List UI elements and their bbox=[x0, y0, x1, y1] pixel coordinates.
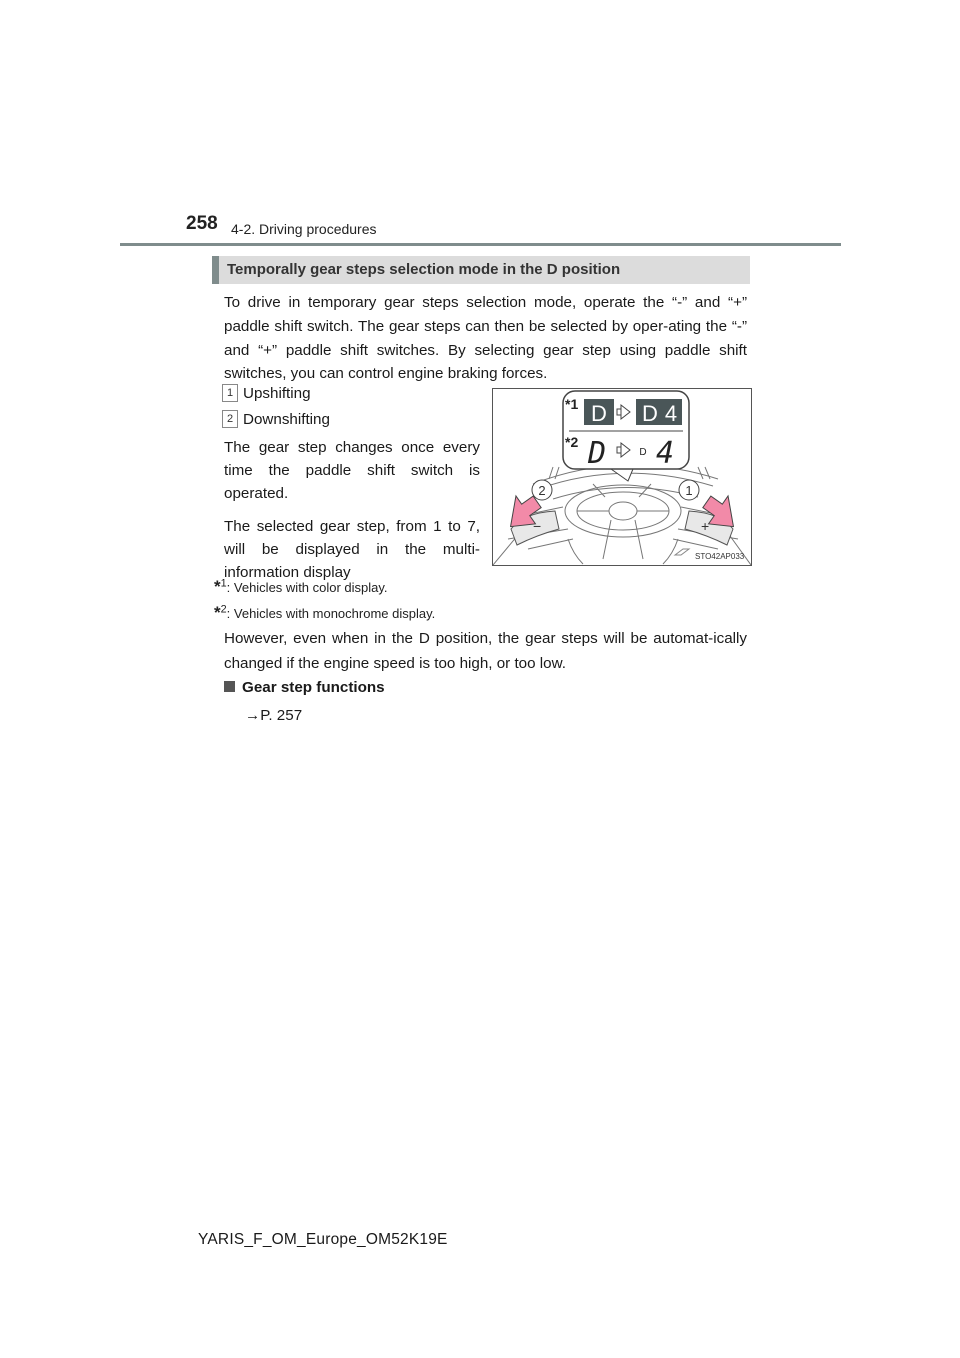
banner-title: Temporally gear steps selection mode in the D position bbox=[227, 261, 621, 278]
footnote-star: * bbox=[214, 603, 221, 622]
color-gear-to-letter: D bbox=[642, 401, 658, 426]
footnote-text: : Vehicles with color display. bbox=[226, 580, 388, 595]
plus-label: + bbox=[701, 518, 710, 534]
footnote-text: : Vehicles with monochrome display. bbox=[226, 606, 436, 621]
figure-code: STO42AP033 bbox=[695, 552, 745, 561]
section-title: 4-2. Driving procedures bbox=[231, 221, 377, 237]
section-banner bbox=[212, 256, 750, 284]
note-paragraph-1: The gear step changes once every time the paddle shift switch is operated. bbox=[224, 439, 480, 502]
mono-gear-small: D bbox=[639, 447, 647, 458]
item-label-upshifting: Upshifting bbox=[243, 385, 311, 402]
item-label-downshifting: Downshifting bbox=[243, 411, 330, 428]
callout-right bbox=[679, 480, 699, 500]
header-rule bbox=[120, 243, 841, 246]
gear-step-heading: Gear step functions bbox=[224, 679, 385, 696]
display-callout bbox=[563, 391, 689, 481]
footnote-sup: 2 bbox=[220, 603, 227, 616]
svg-text:1: 1 bbox=[685, 483, 693, 498]
color-gear-to-digit: 4 bbox=[664, 401, 678, 426]
callout-left bbox=[532, 480, 552, 500]
mono-gear-digit: 4 bbox=[655, 436, 675, 471]
code-tag-icon bbox=[675, 549, 689, 555]
intro-paragraph: To drive in temporary gear steps selection mode, operate the “-” and “+” paddle shift switch. The gear steps can then be selected by oper-ating the “-” and “+” paddle shift switches. By selecting gear step using paddle shift switches, you can control engine braking forces. bbox=[224, 294, 747, 383]
footnote-star: * bbox=[214, 577, 221, 596]
note-paragraph-2: The selected gear step, from 1 to 7, will be displayed in the multi-information display bbox=[224, 518, 480, 581]
color-gear-from: D bbox=[591, 401, 607, 426]
illustration-svg bbox=[493, 389, 751, 565]
minus-label: − bbox=[533, 518, 542, 534]
footnote-sup: 1 bbox=[220, 577, 227, 590]
star1-label: *1 bbox=[565, 396, 579, 412]
banner-accent-bar bbox=[212, 256, 219, 284]
however-paragraph: However, even when in the D position, the gear steps will be automat-ically changed if the engine speed is too high, or too low. bbox=[224, 630, 747, 672]
mono-gear-from: D bbox=[587, 436, 607, 471]
footnote-1 bbox=[214, 577, 388, 597]
paddle-shift-illustration bbox=[492, 388, 752, 566]
square-bullet-icon bbox=[224, 681, 235, 692]
star2-label: *2 bbox=[565, 434, 579, 450]
page-reference-link[interactable]: →P. 257 bbox=[245, 707, 303, 724]
page-number: 258 bbox=[186, 213, 218, 234]
svg-text:2: 2 bbox=[538, 483, 546, 498]
footnote-2 bbox=[214, 603, 435, 623]
item-number-1: 1 bbox=[222, 384, 238, 402]
note-block bbox=[224, 436, 480, 594]
document-id-footer: YARIS_F_OM_Europe_OM52K19E bbox=[198, 1231, 448, 1248]
item-number-2: 2 bbox=[222, 410, 238, 428]
